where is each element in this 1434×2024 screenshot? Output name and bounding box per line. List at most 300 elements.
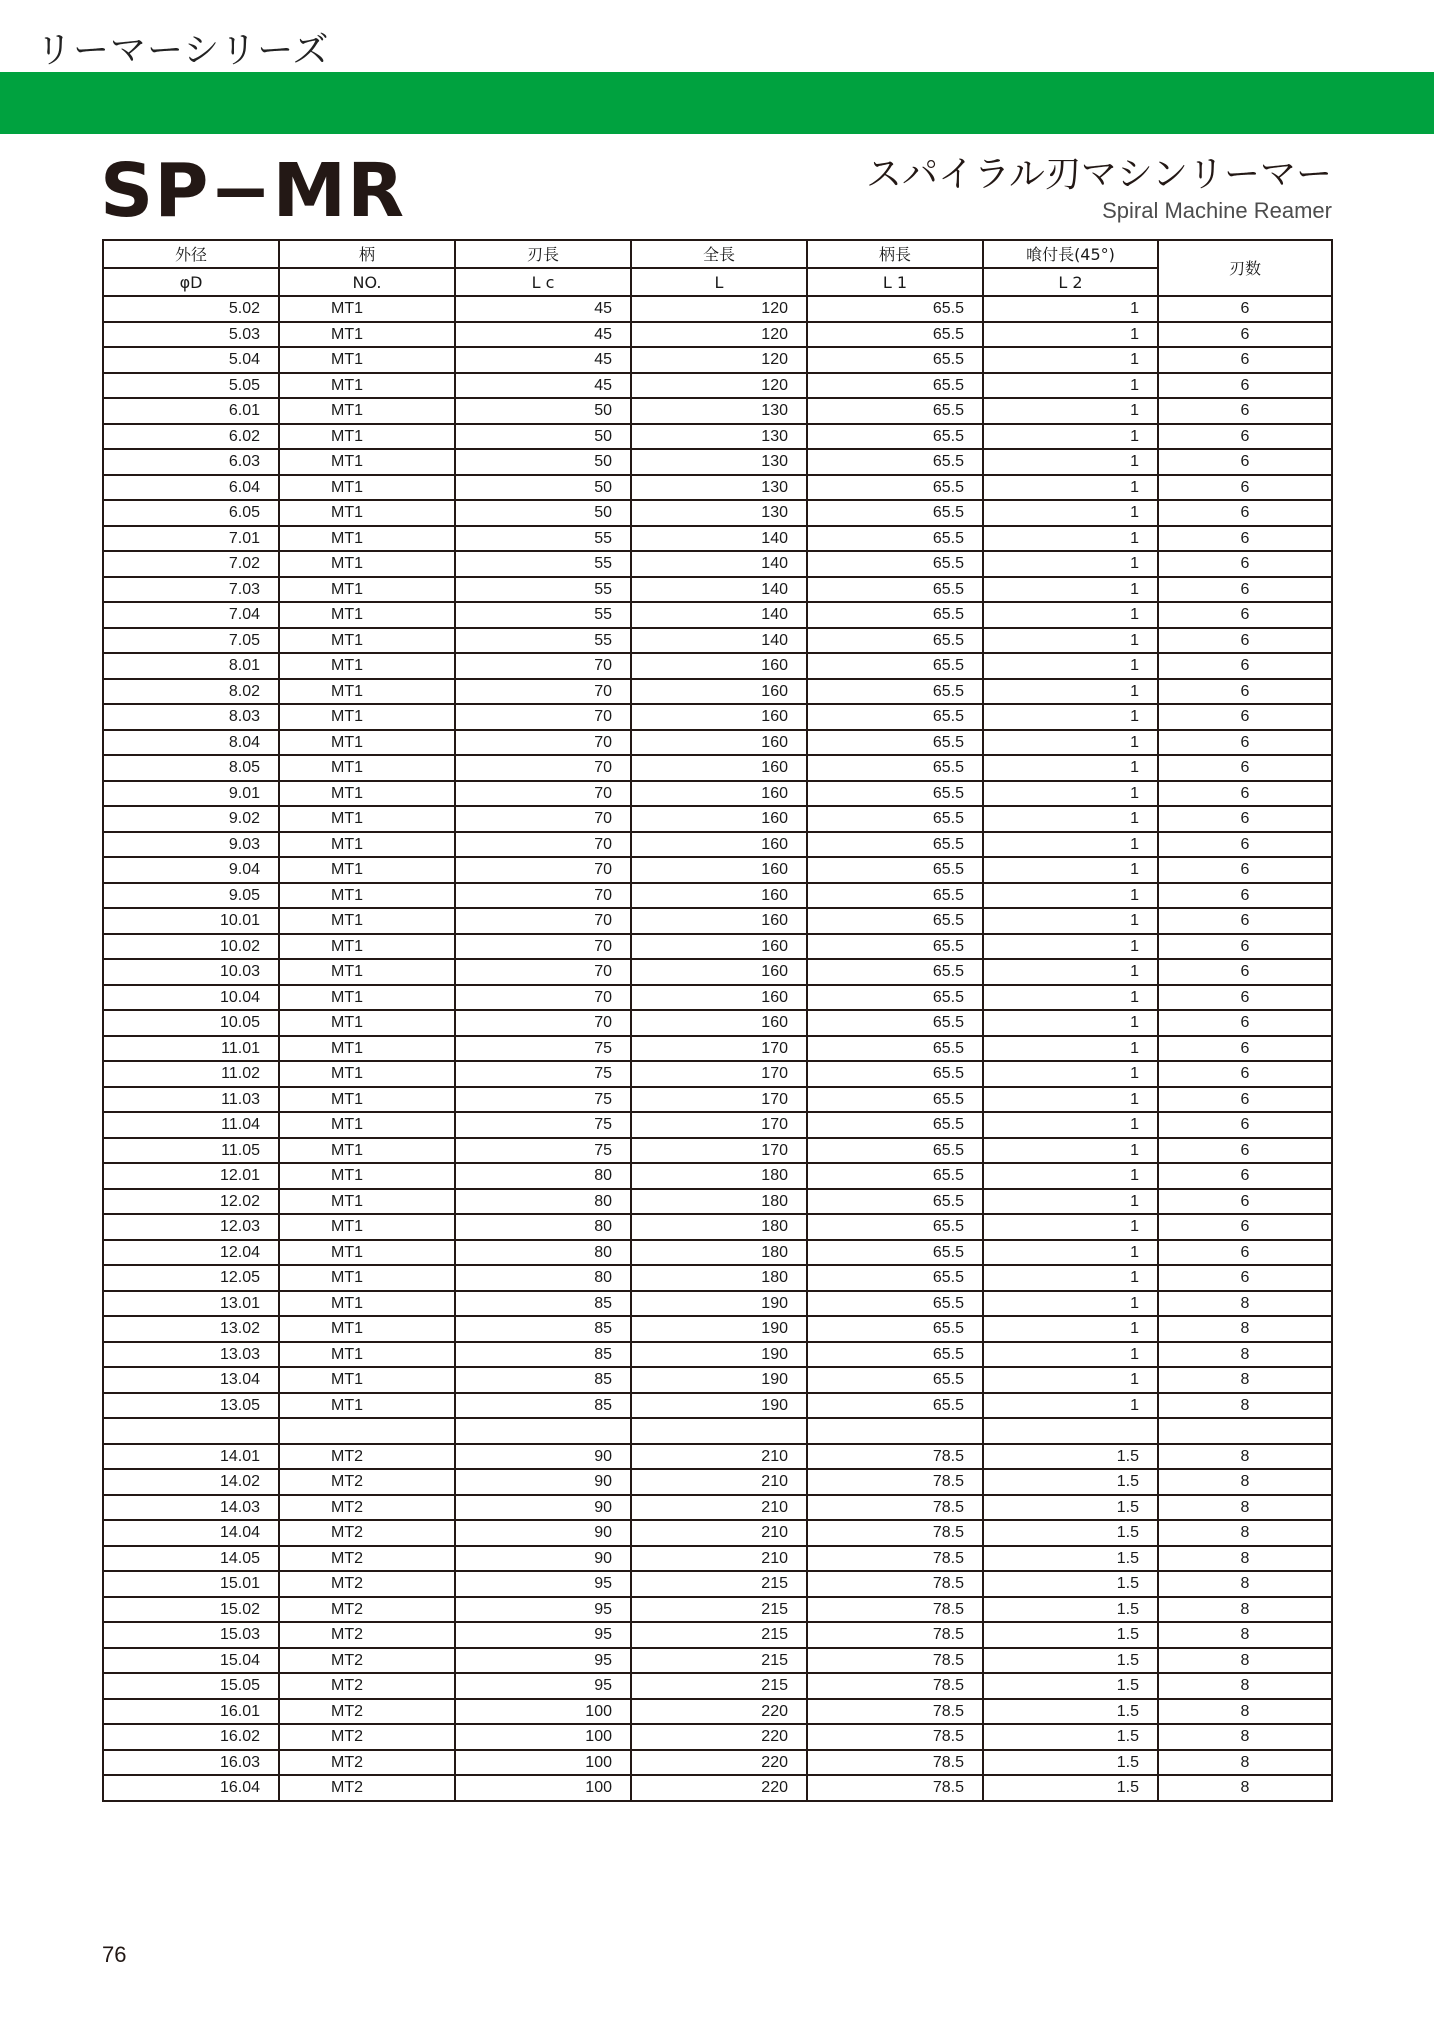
table-row xyxy=(103,908,1332,934)
table-row xyxy=(103,1291,1332,1317)
cell-flute-count: 6 xyxy=(1158,1112,1332,1138)
cell-shank-length: 65.5 xyxy=(807,628,983,654)
cell-flute-count: 8 xyxy=(1158,1597,1332,1623)
cell-chamfer-length: 1 xyxy=(983,1189,1158,1215)
cell-chamfer-length: 1 xyxy=(983,1393,1158,1419)
cell-chamfer-length: 1 xyxy=(983,424,1158,450)
cell-shank-length: 78.5 xyxy=(807,1622,983,1648)
cell-shank-no: MT1 xyxy=(279,1265,455,1291)
cell-diameter: 6.01 xyxy=(103,398,279,424)
cell-diameter: 13.04 xyxy=(103,1367,279,1393)
cell-diameter: 10.03 xyxy=(103,959,279,985)
cell-shank-length: 65.5 xyxy=(807,704,983,730)
table-row xyxy=(103,679,1332,705)
cell-flute-length: 70 xyxy=(455,730,631,756)
cell-diameter: 8.05 xyxy=(103,755,279,781)
cell-shank-length: 65.5 xyxy=(807,1367,983,1393)
cell-overall-length: 170 xyxy=(631,1138,807,1164)
page-number: 76 xyxy=(102,1942,127,1967)
table-row xyxy=(103,1648,1332,1674)
table-row xyxy=(103,1061,1332,1087)
cell-shank-length: 65.5 xyxy=(807,373,983,399)
cell-shank-no: MT1 xyxy=(279,526,455,552)
cell-shank-length: 65.5 xyxy=(807,322,983,348)
table-row xyxy=(103,1342,1332,1368)
cell-shank-no: MT1 xyxy=(279,934,455,960)
cell-diameter: 16.03 xyxy=(103,1750,279,1776)
cell-flute-length: 90 xyxy=(455,1469,631,1495)
cell-flute-length: 55 xyxy=(455,628,631,654)
cell-shank-no: MT1 xyxy=(279,551,455,577)
cell-flute-length: 50 xyxy=(455,424,631,450)
cell-chamfer-length: 1 xyxy=(983,653,1158,679)
cell-shank-length: 65.5 xyxy=(807,1393,983,1419)
table-row xyxy=(103,449,1332,475)
table-row xyxy=(103,883,1332,909)
cell-shank-length: 65.5 xyxy=(807,551,983,577)
cell-chamfer-length: 1 xyxy=(983,781,1158,807)
cell-flute-length: 85 xyxy=(455,1342,631,1368)
cell-flute-length: 100 xyxy=(455,1775,631,1801)
cell-chamfer-length: 1 xyxy=(983,908,1158,934)
cell-overall-length: 180 xyxy=(631,1163,807,1189)
cell-diameter: 14.02 xyxy=(103,1469,279,1495)
cell-shank-no: MT1 xyxy=(279,628,455,654)
cell-chamfer-length: 1 xyxy=(983,551,1158,577)
cell-flute-count: 6 xyxy=(1158,373,1332,399)
cell-flute-length: 95 xyxy=(455,1571,631,1597)
cell-overall-length: 215 xyxy=(631,1571,807,1597)
table-row xyxy=(103,934,1332,960)
cell-chamfer-length: 1 xyxy=(983,322,1158,348)
cell-shank-no: MT1 xyxy=(279,1163,455,1189)
cell-chamfer-length: 1 xyxy=(983,883,1158,909)
cell-diameter: 15.04 xyxy=(103,1648,279,1674)
cell-chamfer-length: 1.5 xyxy=(983,1699,1158,1725)
model-code: SP−MR xyxy=(100,148,406,234)
cell-chamfer-length: 1 xyxy=(983,1240,1158,1266)
cell-flute-length: 80 xyxy=(455,1189,631,1215)
cell-shank-length: 78.5 xyxy=(807,1673,983,1699)
cell-shank-no: MT1 xyxy=(279,1393,455,1419)
cell-diameter: 11.03 xyxy=(103,1087,279,1113)
cell-flute-count: 6 xyxy=(1158,934,1332,960)
cell-overall-length: 140 xyxy=(631,577,807,603)
cell-shank-length: 65.5 xyxy=(807,1265,983,1291)
table-row xyxy=(103,602,1332,628)
cell-chamfer-length: 1.5 xyxy=(983,1724,1158,1750)
cell-shank-length: 65.5 xyxy=(807,806,983,832)
header-flute-length: 刃長 xyxy=(455,240,631,268)
cell-chamfer-length: 1 xyxy=(983,398,1158,424)
cell-flute-length: 100 xyxy=(455,1724,631,1750)
cell-flute-count: 8 xyxy=(1158,1699,1332,1725)
cell-shank-no: MT2 xyxy=(279,1673,455,1699)
cell-flute-count: 6 xyxy=(1158,959,1332,985)
cell-shank-length: 78.5 xyxy=(807,1469,983,1495)
cell-overall-length: 190 xyxy=(631,1342,807,1368)
table-row xyxy=(103,1112,1332,1138)
table-row xyxy=(103,1214,1332,1240)
cell-flute-count: 8 xyxy=(1158,1520,1332,1546)
cell-chamfer-length: 1.5 xyxy=(983,1571,1158,1597)
cell-shank-no: MT2 xyxy=(279,1520,455,1546)
cell-flute-length: 80 xyxy=(455,1265,631,1291)
cell-shank-no: MT2 xyxy=(279,1699,455,1725)
cell-flute-count: 6 xyxy=(1158,704,1332,730)
cell-shank-no: MT1 xyxy=(279,704,455,730)
cell-shank-length: 78.5 xyxy=(807,1699,983,1725)
cell-shank-length: 78.5 xyxy=(807,1648,983,1674)
table-row xyxy=(103,296,1332,322)
cell-shank-no: MT2 xyxy=(279,1622,455,1648)
cell-shank-no: MT1 xyxy=(279,679,455,705)
spec-table xyxy=(102,239,1333,1802)
cell-shank-no: MT2 xyxy=(279,1495,455,1521)
cell-flute-length: 70 xyxy=(455,985,631,1011)
cell-overall-length: 120 xyxy=(631,373,807,399)
cell-chamfer-length: 1 xyxy=(983,602,1158,628)
cell-shank-length: 65.5 xyxy=(807,500,983,526)
cell-flute-length: 80 xyxy=(455,1163,631,1189)
cell-diameter: 14.03 xyxy=(103,1495,279,1521)
cell-flute-count: 8 xyxy=(1158,1622,1332,1648)
cell-flute-count: 8 xyxy=(1158,1469,1332,1495)
cell-flute-length: 75 xyxy=(455,1036,631,1062)
cell-diameter: 10.02 xyxy=(103,934,279,960)
cell-diameter: 9.02 xyxy=(103,806,279,832)
cell-flute-count: 8 xyxy=(1158,1291,1332,1317)
cell-diameter: 8.03 xyxy=(103,704,279,730)
cell-diameter: 7.04 xyxy=(103,602,279,628)
cell-overall-length: 160 xyxy=(631,781,807,807)
cell-flute-length: 70 xyxy=(455,679,631,705)
cell-overall-length: 215 xyxy=(631,1648,807,1674)
table-row xyxy=(103,1444,1332,1470)
cell-chamfer-length: 1 xyxy=(983,526,1158,552)
cell-overall-length: 180 xyxy=(631,1189,807,1215)
cell-flute-length: 100 xyxy=(455,1699,631,1725)
cell-shank-length: 78.5 xyxy=(807,1724,983,1750)
cell-flute-count: 8 xyxy=(1158,1393,1332,1419)
table-row xyxy=(103,1699,1332,1725)
cell-overall-length: 120 xyxy=(631,322,807,348)
cell-chamfer-length: 1.5 xyxy=(983,1775,1158,1801)
cell-shank-length xyxy=(807,1418,983,1444)
cell-flute-length: 90 xyxy=(455,1495,631,1521)
cell-shank-length: 78.5 xyxy=(807,1495,983,1521)
table-row xyxy=(103,1010,1332,1036)
cell-shank-length: 78.5 xyxy=(807,1571,983,1597)
cell-overall-length: 130 xyxy=(631,449,807,475)
table-row xyxy=(103,1163,1332,1189)
cell-flute-length: 75 xyxy=(455,1087,631,1113)
table-row xyxy=(103,1036,1332,1062)
cell-flute-length: 75 xyxy=(455,1061,631,1087)
cell-diameter: 16.04 xyxy=(103,1775,279,1801)
cell-flute-count: 6 xyxy=(1158,781,1332,807)
table-row xyxy=(103,959,1332,985)
product-title-en: Spiral Machine Reamer xyxy=(1102,198,1332,223)
cell-shank-length: 65.5 xyxy=(807,985,983,1011)
cell-flute-length: 70 xyxy=(455,883,631,909)
cell-diameter: 9.05 xyxy=(103,883,279,909)
cell-chamfer-length: 1.5 xyxy=(983,1597,1158,1623)
cell-diameter: 11.02 xyxy=(103,1061,279,1087)
cell-overall-length: 210 xyxy=(631,1546,807,1572)
cell-shank-no: MT1 xyxy=(279,1291,455,1317)
cell-shank-no: MT1 xyxy=(279,1138,455,1164)
cell-shank-no: MT1 xyxy=(279,1112,455,1138)
cell-diameter: 13.02 xyxy=(103,1316,279,1342)
cell-flute-count: 6 xyxy=(1158,1061,1332,1087)
cell-shank-no: MT2 xyxy=(279,1444,455,1470)
cell-diameter: 7.01 xyxy=(103,526,279,552)
cell-flute-count: 6 xyxy=(1158,500,1332,526)
cell-flute-length: 85 xyxy=(455,1316,631,1342)
cell-flute-length: 50 xyxy=(455,475,631,501)
cell-overall-length: 130 xyxy=(631,424,807,450)
cell-flute-length: 80 xyxy=(455,1214,631,1240)
cell-flute-length: 45 xyxy=(455,373,631,399)
cell-shank-no: MT2 xyxy=(279,1469,455,1495)
series-title: リーマーシリーズ xyxy=(36,30,330,71)
cell-overall-length: 190 xyxy=(631,1316,807,1342)
cell-flute-count: 6 xyxy=(1158,526,1332,552)
cell-flute-count: 6 xyxy=(1158,883,1332,909)
cell-shank-no: MT1 xyxy=(279,1087,455,1113)
cell-diameter: 6.03 xyxy=(103,449,279,475)
table-row xyxy=(103,1495,1332,1521)
cell-flute-count: 6 xyxy=(1158,1010,1332,1036)
cell-overall-length: 180 xyxy=(631,1214,807,1240)
cell-shank-no: MT1 xyxy=(279,755,455,781)
cell-shank-no: MT1 xyxy=(279,985,455,1011)
cell-flute-length: 45 xyxy=(455,347,631,373)
cell-flute-length: 95 xyxy=(455,1673,631,1699)
cell-shank-no: MT1 xyxy=(279,1036,455,1062)
cell-shank-length: 65.5 xyxy=(807,959,983,985)
cell-diameter: 15.03 xyxy=(103,1622,279,1648)
cell-diameter: 13.03 xyxy=(103,1342,279,1368)
table-row xyxy=(103,857,1332,883)
cell-flute-count: 8 xyxy=(1158,1750,1332,1776)
cell-diameter: 7.03 xyxy=(103,577,279,603)
table-row xyxy=(103,1673,1332,1699)
cell-flute-count: 6 xyxy=(1158,1163,1332,1189)
cell-shank-no: MT1 xyxy=(279,347,455,373)
cell-overall-length: 140 xyxy=(631,551,807,577)
cell-diameter: 15.01 xyxy=(103,1571,279,1597)
cell-flute-count: 8 xyxy=(1158,1316,1332,1342)
cell-shank-length: 65.5 xyxy=(807,398,983,424)
cell-diameter: 8.01 xyxy=(103,653,279,679)
cell-flute-count: 6 xyxy=(1158,1189,1332,1215)
cell-shank-no: MT1 xyxy=(279,373,455,399)
cell-flute-count: 6 xyxy=(1158,398,1332,424)
cell-flute-length: 45 xyxy=(455,322,631,348)
table-row xyxy=(103,1520,1332,1546)
cell-chamfer-length: 1 xyxy=(983,985,1158,1011)
header-chamfer-length: 喰付長(45°) xyxy=(983,240,1158,268)
table-row xyxy=(103,1571,1332,1597)
table-row xyxy=(103,704,1332,730)
cell-diameter: 12.02 xyxy=(103,1189,279,1215)
cell-diameter: 12.05 xyxy=(103,1265,279,1291)
cell-flute-count: 6 xyxy=(1158,653,1332,679)
cell-diameter: 11.05 xyxy=(103,1138,279,1164)
cell-overall-length: 140 xyxy=(631,628,807,654)
cell-chamfer-length: 1 xyxy=(983,1061,1158,1087)
cell-shank-length: 78.5 xyxy=(807,1546,983,1572)
cell-shank-no: MT1 xyxy=(279,959,455,985)
cell-chamfer-length: 1 xyxy=(983,1291,1158,1317)
cell-overall-length: 160 xyxy=(631,679,807,705)
cell-overall-length: 215 xyxy=(631,1673,807,1699)
cell-diameter: 12.04 xyxy=(103,1240,279,1266)
cell-flute-length xyxy=(455,1418,631,1444)
cell-shank-length: 78.5 xyxy=(807,1520,983,1546)
cell-flute-count: 8 xyxy=(1158,1367,1332,1393)
cell-flute-length: 75 xyxy=(455,1112,631,1138)
cell-flute-count: 6 xyxy=(1158,832,1332,858)
cell-flute-count: 8 xyxy=(1158,1495,1332,1521)
cell-flute-length: 55 xyxy=(455,577,631,603)
table-row xyxy=(103,1265,1332,1291)
cell-shank-length: 65.5 xyxy=(807,1316,983,1342)
cell-shank-no: MT1 xyxy=(279,602,455,628)
cell-flute-length: 100 xyxy=(455,1750,631,1776)
cell-shank-length: 78.5 xyxy=(807,1775,983,1801)
table-row xyxy=(103,1724,1332,1750)
cell-overall-length: 180 xyxy=(631,1240,807,1266)
cell-diameter: 9.01 xyxy=(103,781,279,807)
cell-shank-length: 78.5 xyxy=(807,1597,983,1623)
table-row xyxy=(103,500,1332,526)
cell-chamfer-length: 1 xyxy=(983,704,1158,730)
cell-diameter: 10.04 xyxy=(103,985,279,1011)
cell-diameter: 14.04 xyxy=(103,1520,279,1546)
cell-shank-no: MT2 xyxy=(279,1724,455,1750)
cell-chamfer-length: 1.5 xyxy=(983,1622,1158,1648)
cell-overall-length: 140 xyxy=(631,602,807,628)
cell-diameter: 15.05 xyxy=(103,1673,279,1699)
cell-flute-count: 6 xyxy=(1158,1240,1332,1266)
cell-shank-no: MT1 xyxy=(279,781,455,807)
cell-overall-length: 170 xyxy=(631,1061,807,1087)
header-flute-count: 刃数 xyxy=(1158,240,1332,296)
cell-overall-length: 170 xyxy=(631,1036,807,1062)
cell-chamfer-length: 1.5 xyxy=(983,1520,1158,1546)
cell-shank-length: 65.5 xyxy=(807,577,983,603)
cell-chamfer-length: 1 xyxy=(983,628,1158,654)
cell-diameter: 16.02 xyxy=(103,1724,279,1750)
cell-diameter: 7.05 xyxy=(103,628,279,654)
cell-shank-length: 65.5 xyxy=(807,1087,983,1113)
cell-overall-length: 160 xyxy=(631,730,807,756)
table-header-row xyxy=(103,240,1332,268)
cell-shank-no: MT1 xyxy=(279,908,455,934)
table-row xyxy=(103,526,1332,552)
cell-diameter: 9.04 xyxy=(103,857,279,883)
symbol-lc: L c xyxy=(455,268,631,296)
cell-flute-count: 6 xyxy=(1158,806,1332,832)
cell-chamfer-length: 1.5 xyxy=(983,1673,1158,1699)
cell-chamfer-length: 1 xyxy=(983,1265,1158,1291)
cell-diameter: 5.03 xyxy=(103,322,279,348)
cell-chamfer-length: 1 xyxy=(983,1163,1158,1189)
cell-flute-length: 50 xyxy=(455,449,631,475)
cell-diameter xyxy=(103,1418,279,1444)
cell-shank-no: MT1 xyxy=(279,1342,455,1368)
cell-shank-length: 65.5 xyxy=(807,1036,983,1062)
cell-overall-length: 130 xyxy=(631,475,807,501)
cell-overall-length: 215 xyxy=(631,1597,807,1623)
cell-shank-length: 65.5 xyxy=(807,1240,983,1266)
cell-overall-length: 220 xyxy=(631,1699,807,1725)
cell-shank-no: MT1 xyxy=(279,1189,455,1215)
cell-flute-length: 70 xyxy=(455,781,631,807)
cell-flute-count: 6 xyxy=(1158,730,1332,756)
cell-shank-no: MT2 xyxy=(279,1648,455,1674)
cell-chamfer-length: 1 xyxy=(983,1010,1158,1036)
table-row xyxy=(103,781,1332,807)
cell-shank-length: 65.5 xyxy=(807,653,983,679)
table-row xyxy=(103,806,1332,832)
table-header-symbol-row xyxy=(103,268,1332,296)
cell-flute-count: 6 xyxy=(1158,755,1332,781)
cell-shank-no: MT1 xyxy=(279,1061,455,1087)
cell-flute-count: 6 xyxy=(1158,347,1332,373)
cell-shank-no: MT1 xyxy=(279,1367,455,1393)
cell-chamfer-length: 1 xyxy=(983,1036,1158,1062)
cell-diameter: 16.01 xyxy=(103,1699,279,1725)
cell-chamfer-length: 1 xyxy=(983,679,1158,705)
cell-overall-length: 190 xyxy=(631,1393,807,1419)
cell-shank-length: 65.5 xyxy=(807,755,983,781)
cell-flute-count: 8 xyxy=(1158,1546,1332,1572)
cell-flute-count: 8 xyxy=(1158,1444,1332,1470)
table-row xyxy=(103,424,1332,450)
cell-overall-length: 160 xyxy=(631,857,807,883)
cell-shank-length: 65.5 xyxy=(807,857,983,883)
cell-shank-length: 65.5 xyxy=(807,934,983,960)
cell-diameter: 5.02 xyxy=(103,296,279,322)
cell-flute-length: 70 xyxy=(455,908,631,934)
cell-overall-length: 160 xyxy=(631,959,807,985)
cell-shank-length: 78.5 xyxy=(807,1750,983,1776)
cell-shank-no: MT2 xyxy=(279,1775,455,1801)
header-shank: 柄 xyxy=(279,240,455,268)
cell-chamfer-length: 1 xyxy=(983,475,1158,501)
cell-flute-length: 70 xyxy=(455,934,631,960)
table-row xyxy=(103,1393,1332,1419)
table-row xyxy=(103,1775,1332,1801)
cell-chamfer-length: 1 xyxy=(983,577,1158,603)
table-row xyxy=(103,628,1332,654)
cell-flute-count: 8 xyxy=(1158,1648,1332,1674)
cell-shank-no: MT1 xyxy=(279,296,455,322)
cell-chamfer-length: 1.5 xyxy=(983,1469,1158,1495)
cell-overall-length: 220 xyxy=(631,1750,807,1776)
cell-shank-length: 65.5 xyxy=(807,449,983,475)
cell-shank-no: MT1 xyxy=(279,832,455,858)
cell-diameter: 10.05 xyxy=(103,1010,279,1036)
cell-shank-length: 65.5 xyxy=(807,1138,983,1164)
cell-diameter: 6.04 xyxy=(103,475,279,501)
cell-shank-no: MT1 xyxy=(279,322,455,348)
cell-diameter: 9.03 xyxy=(103,832,279,858)
